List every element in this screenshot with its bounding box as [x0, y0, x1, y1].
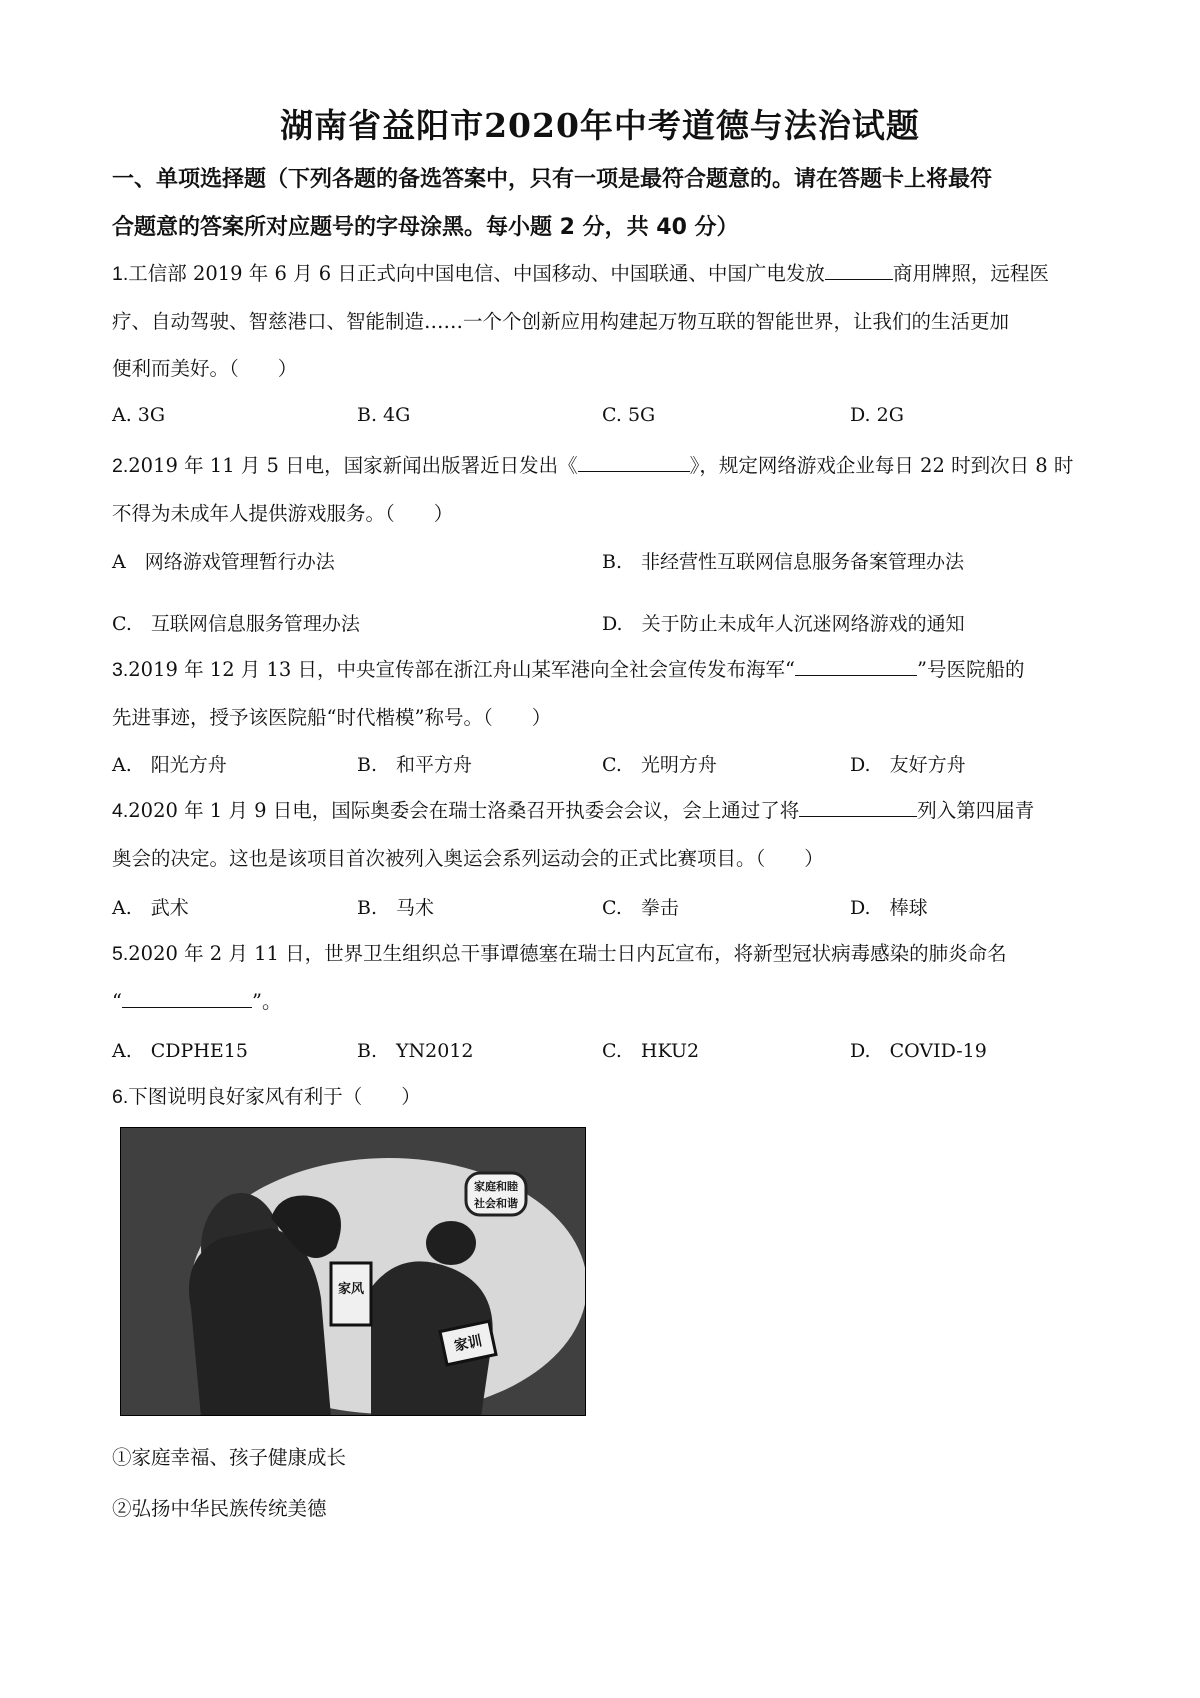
- child-head: [426, 1221, 476, 1265]
- question-text: ”。: [251, 990, 282, 1013]
- options-q5: [112, 1036, 1102, 1066]
- options-q2-row2: [112, 609, 1102, 639]
- question-5: [112, 930, 1102, 1025]
- question-text: 疗、自动驾驶、智慈港口、智能制造……一个个创新应用构建起万物互联的智能世界，让我们的生活更加: [112, 310, 1010, 333]
- page-title: 湖南省益阳市2020年中考道德与法治试题: [280, 106, 920, 145]
- option-d[interactable]: D. 2G: [850, 404, 904, 426]
- option-d[interactable]: D. 友好方舟: [850, 754, 966, 776]
- option-a[interactable]: A. CDPHE15: [112, 1040, 248, 1062]
- option-b[interactable]: B. 4G: [357, 404, 411, 426]
- question-number: 3.: [112, 659, 129, 681]
- options-q3: [112, 750, 1102, 780]
- option-c[interactable]: C. 拳击: [602, 897, 679, 919]
- option-b[interactable]: B. YN2012: [357, 1040, 474, 1062]
- question-4: [112, 787, 1102, 882]
- option-a[interactable]: A. 武术: [112, 897, 189, 919]
- question-3: [112, 646, 1102, 741]
- sign-text-1: 家庭和睦: [474, 1180, 518, 1193]
- option-c[interactable]: C. 5G: [602, 404, 656, 426]
- section-instructions: [112, 156, 1102, 252]
- family-tradition-illustration: [120, 1127, 586, 1416]
- question-6: [112, 1073, 1102, 1121]
- question-number: 1.: [112, 263, 129, 285]
- question-text: 商用牌照，远程医: [892, 262, 1049, 285]
- option-b[interactable]: B. 马术: [357, 897, 435, 919]
- option-b[interactable]: B. 和平方舟: [357, 754, 473, 776]
- question-text: 便利而美好。（ ）: [112, 357, 298, 380]
- question-text: 奥会的决定。这也是该项目首次被列入奥运会系列运动会的正式比赛项目。（ ）: [112, 847, 824, 870]
- answer-blank: [825, 261, 893, 280]
- question-2: [112, 442, 1102, 537]
- question-text: “: [112, 990, 122, 1013]
- option-a[interactable]: A. 阳光方舟: [112, 754, 227, 776]
- answer-blank: [122, 989, 252, 1008]
- answer-blank: [578, 453, 690, 472]
- question-text: 先进事迹，授予该医院船“时代楷模”称号。（ ）: [112, 706, 552, 729]
- question-number: 6.: [112, 1086, 129, 1108]
- question-1: [112, 250, 1102, 392]
- section-line-2: 合题意的答案所对应题号的字母涂黑。每小题 2 分，共 40 分）: [112, 215, 739, 240]
- question-text: 下图说明良好家风有利于（ ）: [128, 1085, 421, 1108]
- option-d[interactable]: D. 棒球: [850, 897, 928, 919]
- options-q4: [112, 893, 1102, 923]
- section-line-1: 一、单项选择题（下列各题的备选答案中，只有一项是最符合题意的。请在答题卡上将最符: [112, 167, 993, 192]
- question-text: ”号医院船的: [916, 658, 1025, 681]
- options-q2-row1: [112, 547, 1102, 577]
- option-c[interactable]: C. 光明方舟: [602, 754, 717, 776]
- answer-blank: [799, 798, 917, 817]
- option-d[interactable]: D. 关于防止未成年人沉迷网络游戏的通知: [602, 613, 965, 635]
- option-a[interactable]: A 网络游戏管理暂行办法: [112, 551, 335, 573]
- cartoon-image: [121, 1128, 586, 1416]
- option-b[interactable]: B. 非经营性互联网信息服务备案管理办法: [602, 551, 965, 573]
- question-number: 2.: [112, 455, 129, 477]
- answer-blank: [795, 657, 917, 676]
- box-text: 家训: [452, 1333, 484, 1355]
- question-number: 5.: [112, 943, 129, 965]
- question-number: 4.: [112, 800, 129, 822]
- statement-1: ①家庭幸福、孩子健康成长: [112, 1446, 347, 1469]
- option-a[interactable]: A. 3G: [112, 404, 166, 426]
- statement-2: ②弘扬中华民族传统美德: [112, 1497, 327, 1520]
- option-d[interactable]: D. COVID-19: [850, 1040, 987, 1062]
- question-text: 2019 年 11 月 5 日电，国家新闻出版署近日发出《: [128, 454, 578, 477]
- question-text: 2020 年 2 月 11 日，世界卫生组织总干事谭德塞在瑞士日内瓦宣布，将新型冠状病毒感染的肺炎命名: [128, 942, 1007, 965]
- question-text: 》，规定网络游戏企业每日 22 时到次日 8 时: [689, 454, 1074, 477]
- question-text: 2020 年 1 月 9 日电，国际奥委会在瑞士洛桑召开执委会会议，会上通过了将: [128, 799, 800, 822]
- question-text: 不得为未成年人提供游戏服务。（ ）: [112, 502, 454, 525]
- question-text: 列入第四届青: [917, 799, 1035, 822]
- card-text: 家风: [337, 1282, 365, 1297]
- option-c[interactable]: C. HKU2: [602, 1040, 700, 1062]
- question-text: 工信部 2019 年 6 月 6 日正式向中国电信、中国移动、中国联通、中国广电发放: [128, 262, 825, 285]
- question-text: 2019 年 12 月 13 日，中央宣传部在浙江舟山某军港向全社会宣传发布海军“: [128, 658, 795, 681]
- sign-text-2: 社会和谐: [474, 1197, 518, 1210]
- options-q1: [112, 404, 1102, 434]
- option-c[interactable]: C. 互联网信息服务管理办法: [112, 613, 360, 635]
